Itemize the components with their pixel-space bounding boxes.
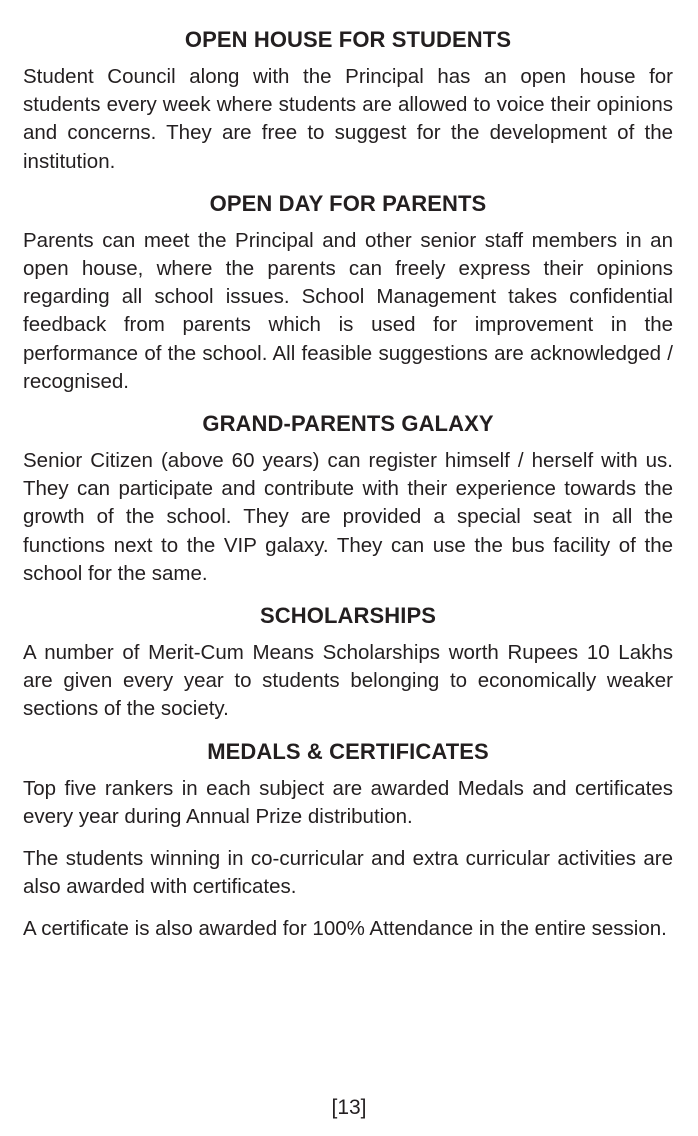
section-heading: GRAND-PARENTS GALAXY <box>202 411 494 437</box>
section-paragraph: Top five rankers in each subject are awarded Medals and certificates every year during Annual Prize distribution. <box>23 776 673 828</box>
section-heading: SCHOLARSHIPS <box>260 603 436 629</box>
section-heading: MEDALS & CERTIFICATES <box>207 738 489 764</box>
section-open-day-parents <box>23 190 673 396</box>
section-scholarships <box>23 602 673 724</box>
document-page <box>23 26 673 958</box>
section-heading: OPEN HOUSE FOR STUDENTS <box>184 27 512 52</box>
section-heading: OPEN DAY FOR PARENTS <box>209 190 487 216</box>
page-number: [13] <box>331 1096 367 1119</box>
section-paragraph: Parents can meet the Principal and other senior staff members in an open house, where the parents can freely express their opinions regarding all school issues. School Management takes confidential feedback from parents which is used for improvement in the performance of the school. All feasible suggestions are acknowledged / recognised. <box>23 228 673 393</box>
section-paragraph: A number of Merit-Cum Means Scholarships worth Rupees 10 Lakhs are given every year to students belonging to economically weaker sections of the society. <box>23 641 673 721</box>
section-paragraph: Student Council along with the Principal has an open house for students every week where students are allowed to voice their opinions and concerns. They are free to suggest for the development of the institution. <box>23 65 673 173</box>
section-paragraph: A certificate is also awarded for 100% Attendance in the entire session. <box>23 917 667 941</box>
section-paragraph: The students winning in co-curricular and extra curricular activities are also awarded with certificates. <box>23 847 673 899</box>
section-open-house-students <box>23 26 673 176</box>
section-paragraph: Senior Citizen (above 60 years) can register himself / herself with us. They can participate and contribute with their experience towards the growth of the school. They are provided a special seat in all the functions next to the VIP galaxy. They can use the bus facility of the school for the same. <box>23 449 673 585</box>
section-medals-certificates <box>23 738 673 944</box>
section-grand-parents-galaxy <box>23 410 673 588</box>
